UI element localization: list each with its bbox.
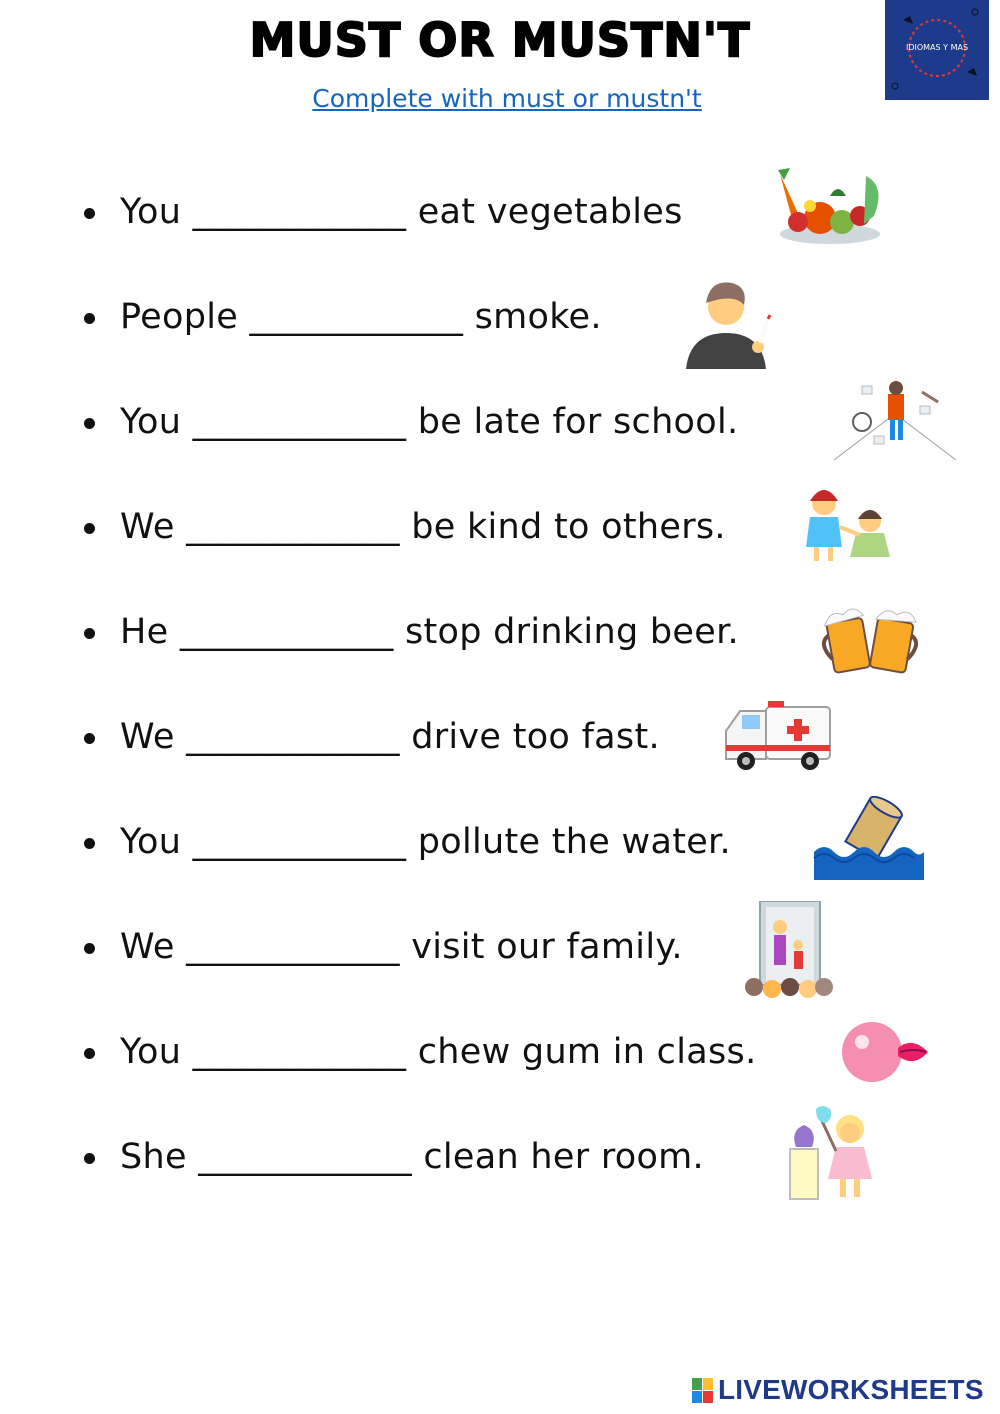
sentence-subject: You — [120, 192, 182, 232]
sentence-subject: You — [120, 822, 182, 862]
sentence-rest: clean her room. — [423, 1137, 704, 1177]
sentence — [120, 1135, 704, 1179]
worksheet-title: MUST OR MUSTN'T — [249, 13, 751, 67]
list-item — [80, 475, 960, 579]
list-item — [80, 895, 960, 999]
list-item — [80, 370, 960, 474]
bullet — [84, 838, 95, 849]
sentence — [120, 715, 660, 759]
sentence — [120, 820, 731, 864]
sentence-subject: You — [120, 1032, 182, 1072]
answer-blank[interactable]: ____________ — [186, 927, 400, 967]
sentence — [120, 190, 683, 234]
instruction-link[interactable]: Complete with must or mustn't — [312, 84, 702, 113]
sentence-subject: You — [120, 402, 182, 442]
liveworksheets-logo-icon — [692, 1378, 714, 1404]
sentence-subject: We — [120, 717, 175, 757]
answer-blank[interactable]: ____________ — [186, 717, 400, 757]
bullet — [84, 733, 95, 744]
late-student-icon — [832, 376, 958, 462]
sentence-rest: pollute the water. — [417, 822, 731, 862]
list-item — [80, 1105, 960, 1209]
ambulance-icon — [722, 701, 834, 773]
sentence-subject: We — [120, 927, 175, 967]
brand-name: LIVEWORKSHEETS — [718, 1374, 984, 1405]
sentence-subject: She — [120, 1137, 187, 1177]
bullet — [84, 1153, 95, 1164]
bullet — [84, 418, 95, 429]
smoking-man-icon — [682, 277, 772, 369]
list-item — [80, 160, 960, 264]
sentence-rest: chew gum in class. — [417, 1032, 757, 1072]
vegetables-icon — [770, 166, 896, 250]
sentence-rest: be kind to others. — [411, 507, 726, 547]
sentence-rest: be late for school. — [417, 402, 739, 442]
answer-blank[interactable]: ____________ — [192, 822, 407, 862]
girl-cleaning-icon — [786, 1105, 878, 1201]
answer-blank[interactable]: ____________ — [179, 612, 394, 652]
sentence-subject: We — [120, 507, 175, 547]
sentence — [120, 505, 726, 549]
family-visit-icon — [744, 901, 834, 1001]
bullet — [84, 628, 95, 639]
list-item — [80, 685, 960, 789]
answer-blank[interactable]: ____________ — [192, 192, 407, 232]
logo-text — [906, 43, 968, 52]
sentence-subject: He — [120, 612, 169, 652]
answer-blank[interactable]: ____________ — [249, 297, 464, 337]
bullet — [84, 1048, 95, 1059]
list-item — [80, 790, 960, 894]
sentence-rest: drive too fast. — [411, 717, 660, 757]
sentence — [120, 610, 739, 654]
sentence — [120, 295, 602, 339]
answer-blank[interactable]: ____________ — [186, 507, 400, 547]
sentence — [120, 1030, 757, 1074]
answer-blank[interactable]: ____________ — [198, 1137, 412, 1177]
logo — [885, 0, 989, 100]
bullet — [84, 208, 95, 219]
sentence-rest: stop drinking beer. — [404, 612, 739, 652]
list-item — [80, 265, 960, 369]
brand-footer — [692, 1372, 992, 1408]
kind-kids-icon — [800, 487, 896, 567]
sentence-subject: People — [120, 297, 239, 337]
svg-text:IDIOMAS Y MAS: IDIOMAS Y MAS — [905, 43, 969, 52]
answer-blank[interactable]: ____________ — [192, 1032, 407, 1072]
beer-mugs-icon — [820, 598, 920, 678]
list-item — [80, 1000, 960, 1104]
sentence-rest: eat vegetables — [417, 192, 683, 232]
sentence-rest: smoke. — [474, 297, 602, 337]
list-item — [80, 580, 960, 684]
bullet — [84, 523, 95, 534]
bubble-gum-icon — [840, 1020, 930, 1084]
bullet — [84, 943, 95, 954]
answer-blank[interactable]: ____________ — [192, 402, 407, 442]
bullet — [84, 313, 95, 324]
barrel-in-water-icon — [812, 796, 926, 880]
sentence — [120, 925, 683, 969]
sentence — [120, 400, 738, 444]
sentence-rest: visit our family. — [411, 927, 683, 967]
